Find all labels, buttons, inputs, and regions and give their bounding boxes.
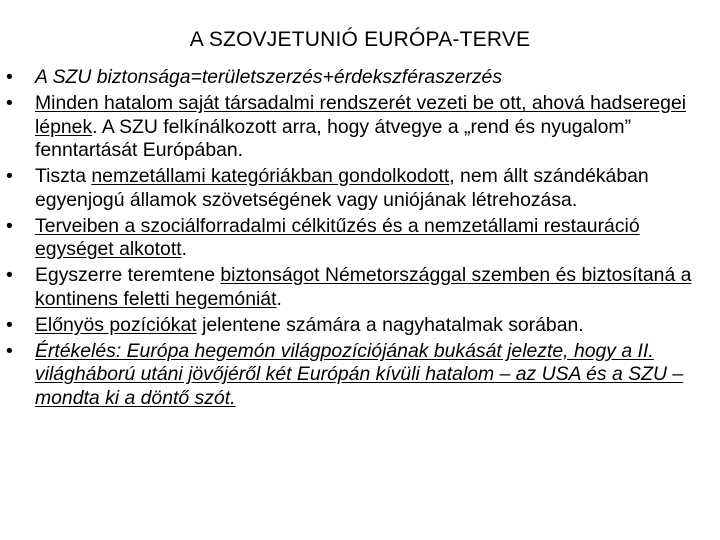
bullet-icon: •	[6, 264, 13, 286]
bullet-text: Tiszta	[35, 165, 92, 187]
bullet-icon: •	[6, 165, 13, 187]
slide-title: A SZOVJETUNIÓ EURÓPA-TERVE	[189, 28, 531, 51]
bullet-icon: •	[6, 339, 13, 362]
bullet-icon: •	[6, 214, 13, 237]
underlined-text: Minden hatalom saját társadalmi rendszerét vezeti be ott, ahová hadseregei lépnek	[35, 92, 687, 138]
bullet-item	[0, 340, 720, 411]
underlined-text: biztonságot Németországgal szemben és biztosítaná a kontinens feletti hegemóniát	[35, 264, 692, 310]
bullet-item	[0, 314, 720, 338]
bullet-list	[0, 66, 720, 413]
bullet-text: .	[276, 287, 282, 310]
bullet-item	[0, 92, 720, 163]
underlined-text: Előnyös pozíciókat	[35, 313, 197, 336]
bullet-text: A SZU biztonsága=területszerzés+érdekszféraszerzés	[35, 66, 503, 88]
bullet-item	[0, 66, 720, 90]
bullet-text: . A SZU felkínálkozott arra, hogy átvegye a „rend és nyugalom” fenntartását Európában.	[35, 115, 632, 161]
underlined-text: Terveiben a szociálforradalmi célkitűzés és a nemzetállami restauráció egységet alkotott	[35, 214, 640, 260]
bullet-text: jelentene számára a nagyhatalmak sorában.	[196, 313, 584, 336]
bullet-icon: •	[6, 66, 13, 88]
bullet-icon: •	[6, 313, 13, 336]
underlined-text: nemzetállami kategóriákban gondolkodott	[91, 165, 450, 187]
bullet-item	[0, 215, 720, 262]
bullet-text: .	[181, 238, 187, 260]
bullet-icon: •	[6, 92, 13, 114]
bullet-text: , nem állt szándékában egyenjogú államok szövetségének vagy uniójának létrehozása.	[35, 165, 649, 211]
underlined-text: Értékelés: Európa hegemón világpozíciójának bukását jelezte, hogy a II. világháború utáni jövőjéről két Európán kívüli hatalom – az USA és a SZU – mondta ki a döntő szót.	[35, 339, 684, 409]
bullet-item	[0, 165, 720, 212]
bullet-item	[0, 264, 720, 311]
bullet-text: Egyszerre teremtene	[35, 264, 221, 286]
